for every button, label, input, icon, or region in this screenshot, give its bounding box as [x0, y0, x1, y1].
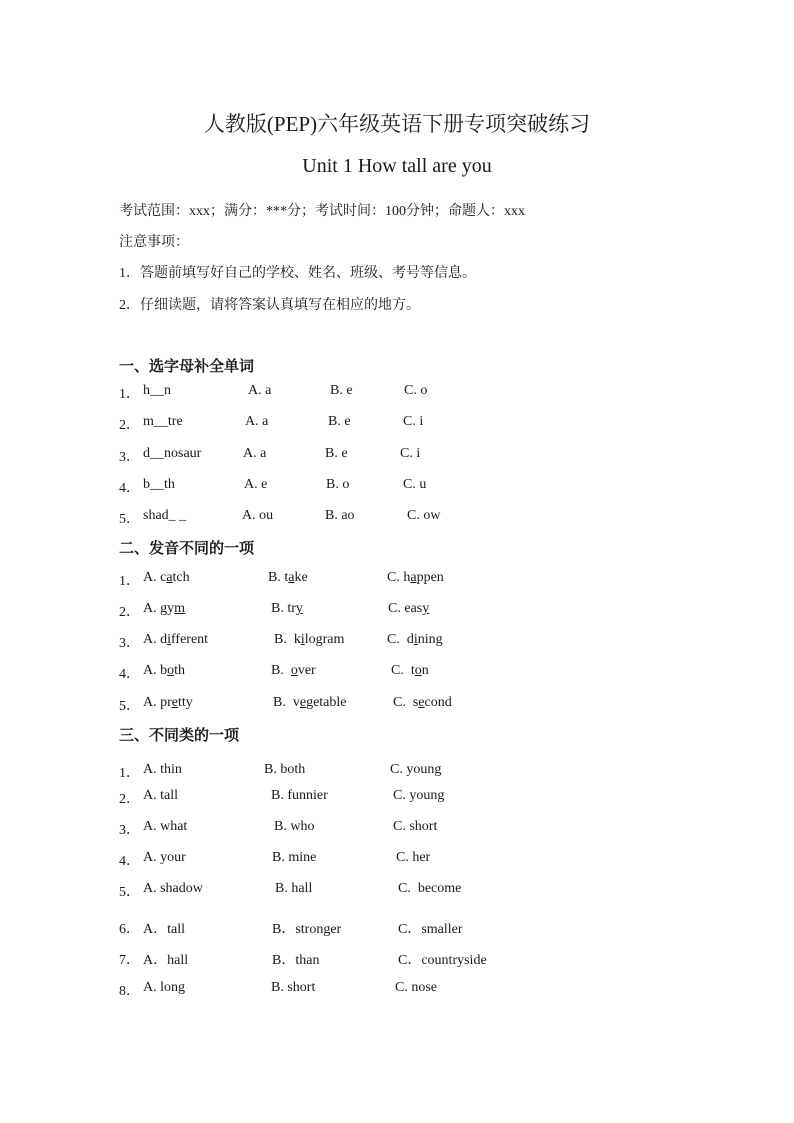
option-a: A. catch [143, 570, 190, 585]
option-b: B. mine [272, 850, 317, 865]
word-blank: m__tre [143, 414, 183, 429]
option-a: A. different [143, 632, 209, 647]
section2-heading: 二、发音不同的一项 [119, 539, 255, 557]
option-b: B. e [328, 414, 351, 429]
page-subtitle: Unit 1 How tall are you [302, 155, 492, 177]
option-a: A．hall [143, 953, 189, 968]
option-c: C. dining [387, 632, 443, 647]
option-c: C．smaller [398, 922, 463, 937]
option-a: A. a [245, 414, 269, 429]
question-number: 2． [119, 418, 140, 433]
option-a: A. a [248, 383, 272, 398]
option-b: B. over [271, 663, 316, 678]
option-b: B. both [264, 762, 306, 777]
option-c: C. o [404, 383, 428, 398]
question-number: 1． [119, 387, 140, 402]
option-b: B. who [274, 819, 315, 834]
option-c: C. young [393, 788, 445, 803]
option-c: C. i [403, 414, 424, 429]
option-a: A. thin [143, 762, 182, 777]
option-a: A. your [143, 850, 186, 865]
option-c: C. young [390, 762, 442, 777]
option-c: C. u [403, 477, 427, 492]
question-number: 5． [119, 512, 140, 527]
question-number: 2． [119, 605, 140, 620]
option-a: A. pretty [143, 695, 193, 710]
option-b: B. try [271, 601, 303, 616]
option-a: A. long [143, 980, 185, 995]
question-number: 5． [119, 699, 140, 714]
option-b: B. e [330, 383, 353, 398]
option-c: C. easy [388, 601, 430, 616]
option-b: B. e [325, 446, 348, 461]
option-a: A. tall [143, 788, 178, 803]
exam-info: 考试范围：xxx；满分：***分；考试时间：100分钟；命题人：xxx [119, 204, 525, 219]
option-c: C. ow [407, 508, 441, 523]
page-title: 人教版(PEP)六年级英语下册专项突破练习 [203, 112, 591, 136]
question-number: 5． [119, 885, 140, 900]
option-c: C. second [393, 695, 452, 710]
word-blank: h__n [143, 383, 171, 398]
option-b: B．stronger [272, 922, 342, 937]
option-c: C. become [398, 881, 462, 896]
option-c: C. nose [395, 980, 437, 995]
question-number: 4． [119, 481, 140, 496]
option-a: A. both [143, 663, 186, 678]
notes-label: 注意事项： [119, 235, 189, 250]
question-number: 1． [119, 574, 140, 589]
option-c: C. i [400, 446, 421, 461]
option-b: B．than [272, 953, 320, 968]
option-a: A. shadow [143, 881, 203, 896]
option-b: B. take [268, 570, 308, 585]
option-c: C. short [393, 819, 438, 834]
option-b: B. vegetable [273, 695, 347, 710]
question-number: 1． [119, 766, 140, 781]
question-number: 6． [119, 922, 140, 937]
question-number: 4． [119, 667, 140, 682]
option-c: C. happen [387, 570, 444, 585]
note-item: 2．仔细读题，请将答案认真填写在相应的地方。 [119, 298, 420, 313]
option-a: A. a [243, 446, 267, 461]
note-item: 1．答题前填写好自己的学校、姓名、班级、考号等信息。 [119, 266, 476, 281]
word-blank: shad_ _ [143, 508, 187, 523]
option-b: B. short [271, 980, 316, 995]
question-number: 8． [119, 984, 140, 999]
option-a: A. ou [242, 508, 274, 523]
section1-heading: 一、选字母补全单词 [119, 357, 255, 375]
option-c: C．countryside [398, 953, 487, 968]
word-blank: b__th [143, 477, 175, 492]
option-a: A. what [143, 819, 188, 834]
option-b: B. o [326, 477, 350, 492]
question-number: 7． [119, 953, 140, 968]
option-a: A. e [244, 477, 268, 492]
option-b: B. ao [325, 508, 355, 523]
question-number: 3． [119, 823, 140, 838]
question-number: 2． [119, 792, 140, 807]
option-c: C. her [396, 850, 431, 865]
option-a: A．tall [143, 922, 185, 937]
question-number: 3． [119, 450, 140, 465]
option-b: B. hall [275, 881, 313, 896]
question-number: 4． [119, 854, 140, 869]
option-b: B. funnier [271, 788, 328, 803]
section3-heading: 三、不同类的一项 [119, 726, 240, 744]
word-blank: d__nosaur [143, 446, 202, 461]
option-c: C. ton [391, 663, 429, 678]
option-b: B. kilogram [274, 632, 345, 647]
question-number: 3． [119, 636, 140, 651]
option-a: A. gym [143, 601, 186, 616]
